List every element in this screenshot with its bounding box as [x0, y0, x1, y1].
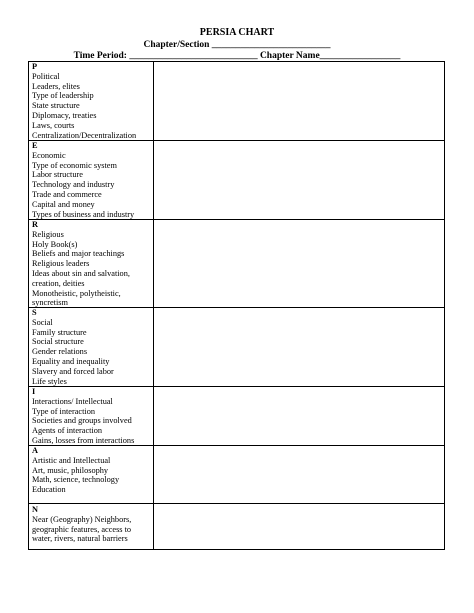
row-letter: I: [32, 387, 36, 396]
notes-cell-near-geography[interactable]: [154, 504, 444, 550]
notes-cell-economic[interactable]: [154, 141, 444, 219]
row-label-cell: [32, 446, 152, 495]
row-item: Artistic and Intellectual: [32, 455, 111, 465]
row-item: geographic features, access to: [32, 524, 132, 534]
row-label-cell: [32, 220, 152, 308]
row-item: Social: [32, 317, 53, 327]
row-item: Interactions/ Intellectual: [32, 396, 113, 406]
notes-cell-political[interactable]: [154, 62, 444, 140]
row-item: Centralization/Decentralization: [32, 130, 137, 140]
row-item: Beliefs and major teachings: [32, 249, 125, 259]
row-label-cell: [32, 141, 152, 219]
chapter-section-label: Chapter/Section _________________________: [143, 40, 331, 50]
row-letter: E: [32, 141, 38, 150]
row-item: Labor structure: [32, 170, 83, 180]
row-item: water, rivers, natural barriers: [32, 534, 128, 544]
row-item: Technology and industry: [32, 180, 115, 190]
row-item: Trade and commerce: [32, 189, 102, 199]
row-item: Gains, losses from interactions: [32, 435, 135, 445]
row-item: Family structure: [32, 327, 87, 337]
row-item: Education: [32, 485, 66, 495]
row-item: Art, music, philosophy: [32, 465, 109, 475]
row-letter: P: [32, 62, 38, 71]
row-item: Ideas about sin and salvation,: [32, 268, 130, 278]
notes-cell-social[interactable]: [154, 308, 444, 386]
row-religious: [29, 219, 444, 307]
row-item: Type of economic system: [32, 160, 117, 170]
row-label-cell: [32, 62, 152, 140]
row-item: Diplomacy, treaties: [32, 110, 97, 120]
row-item: Type of interaction: [32, 406, 96, 416]
row-label-cell: [32, 505, 152, 544]
row-item: Societies and groups involved: [32, 416, 132, 426]
row-letter: A: [32, 446, 38, 455]
notes-cell-artistic[interactable]: [154, 446, 444, 503]
row-political: [29, 62, 444, 140]
row-item: Agents of interaction: [32, 426, 103, 436]
row-item: Monotheistic, polytheistic,: [32, 288, 121, 298]
row-near-geography: [29, 503, 444, 550]
row-letter: S: [32, 308, 37, 317]
row-item: Religious leaders: [32, 259, 90, 269]
row-item: State structure: [32, 101, 80, 111]
row-item: Holy Book(s): [32, 239, 78, 249]
row-item: Social structure: [32, 337, 84, 347]
row-item: Economic: [32, 150, 66, 160]
row-item: Near (Geography) Neighbors,: [32, 514, 132, 524]
row-label-cell: [32, 387, 152, 446]
row-item: Math, science, technology: [32, 475, 120, 485]
persia-chart-table: [28, 61, 445, 550]
row-item: Capital and money: [32, 199, 95, 209]
row-label-cell: [32, 308, 152, 386]
row-item: Types of business and industry: [32, 209, 135, 219]
row-item: Laws, courts: [32, 120, 75, 130]
row-item: Religious: [32, 229, 64, 239]
time-period-label: Time Period: ___________________________ Chapter Name_________________: [73, 51, 401, 61]
row-item: Gender relations: [32, 347, 88, 357]
page-title: PERSIA CHART: [199, 27, 275, 38]
row-social: [29, 307, 444, 386]
row-item: Equality and inequality: [32, 356, 110, 366]
row-item: creation, deities: [32, 278, 85, 288]
row-item: Slavery and forced labor: [32, 366, 114, 376]
row-letter: N: [32, 505, 38, 514]
row-letter: R: [32, 220, 38, 229]
row-item: Type of leadership: [32, 91, 94, 101]
row-artistic: [29, 445, 444, 503]
row-item: Political: [32, 71, 60, 81]
row-item: Life styles: [32, 376, 67, 386]
row-item: Leaders, elites: [32, 81, 80, 91]
row-interactions: [29, 386, 444, 445]
row-item: syncretism: [32, 298, 68, 308]
notes-cell-religious[interactable]: [154, 220, 444, 307]
notes-cell-interactions[interactable]: [154, 387, 444, 445]
row-economic: [29, 140, 444, 219]
